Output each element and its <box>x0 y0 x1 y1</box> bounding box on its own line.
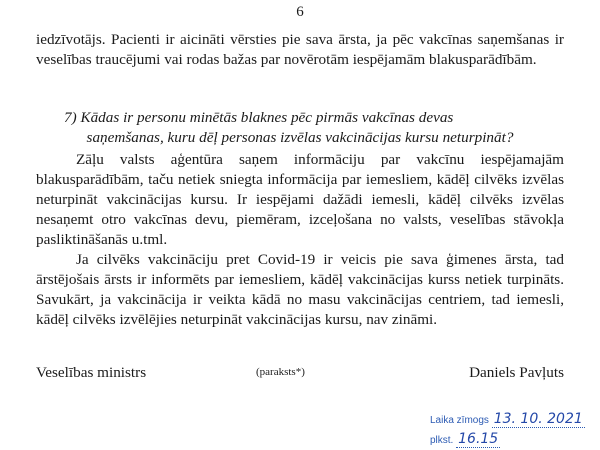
page-number: 6 <box>296 4 304 20</box>
stamp-clock-label: plkst. <box>430 435 454 446</box>
question-line-2: saņemšanas, kuru dēļ personas izvēlas vakcinācijas kursu neturpināt? <box>86 129 514 146</box>
paragraph-intro: iedzīvotājs. Pacienti ir aicināti vērsties pie sava ārsta, ja pēc vakcīnas saņemšanas ir veselības traucējumi vai rodas bažas par novērotām iespējamām blakusparādībām. <box>36 31 564 68</box>
signature-title: Veselības ministrs <box>36 364 147 381</box>
stamp-clock-row <box>430 430 585 450</box>
question-line-1: 7) Kādas ir personu minētās blaknes pēc pirmās vakcīnas devas <box>64 109 454 126</box>
signature-name: Daniels Pavļuts <box>469 364 564 381</box>
stamp-time-label: Laika zīmogs <box>430 415 489 426</box>
paragraph-answer-2: Ja cilvēks vakcināciju pret Covid-19 ir veicis pie sava ģimenes ārsta, tad ārstējošais ārsts ir informēts par iemesliem, kādēļ vakcinācijas kurss netiek turpināts. Savukārt, ja vakcinācija ir veikta kādā no masu vakcinācijas centriem, tad iemesli, kādēļ cilvēks izvēlējies neturpināt vakcinācijas kursu, nav zināmi. <box>36 251 564 328</box>
signature-block <box>36 364 564 384</box>
stamp-date-value: 13. 10. 2021 <box>493 411 583 427</box>
question-7 <box>36 108 564 148</box>
time-stamp <box>430 410 585 450</box>
paragraph-answer-1: Zāļu valsts aģentūra saņem informāciju par vakcīnu iespējamajām blakusparādībām, taču netiek sniegta informācija par iemesliem, kādēļ cilvēks izvēlas neturpināt vakcinācijas kursu. Ir iespējami dažādi iemesli, kādēļ cilvēks izvēlas nesaņemt otro vakcīnas devu, piemēram, izceļošana no valsts, veselības stāvokļa pasliktināšanās u.tml. <box>36 151 564 248</box>
stamp-clock-value: 16.15 <box>458 431 499 447</box>
signature-mark: (paraksts*) <box>256 366 305 378</box>
stamp-date-row <box>430 410 585 430</box>
